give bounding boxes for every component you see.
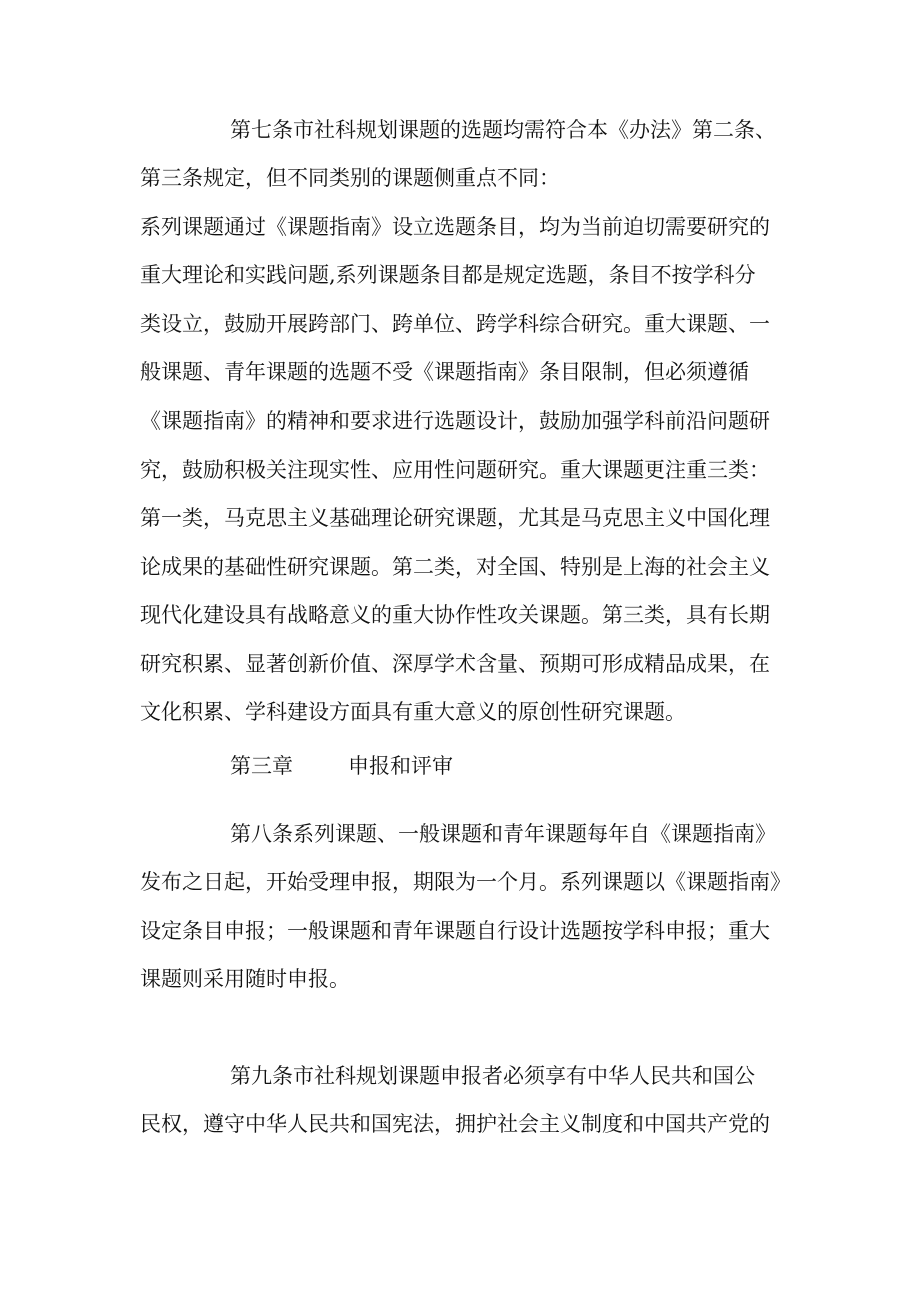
article7-line-9: 第一类，马克思主义基础理论研究课题，尤其是马克思主义中国化理 [140, 506, 770, 530]
article7-line-13: 文化积累、学科建设方面具有重大意义的原创性研究课题。 [140, 700, 686, 724]
article7-line-2: 第三条规定，但不同类别的课题侧重点不同： [140, 166, 560, 190]
article8-line-1: 第八条系列课题、一般课题和青年课题每年自《课题指南》 [230, 822, 776, 846]
article7-line-11: 现代化建设具有战略意义的重大协作性攻关课题。第三类，具有长期 [140, 603, 770, 627]
article9-line-2: 民权，遵守中华人民共和国宪法，拥护社会主义制度和中国共产党的 [140, 1112, 770, 1136]
article7-line-10: 论成果的基础性研究课题。第二类，对全国、特别是上海的社会主义 [140, 555, 770, 579]
article7-line-3: 系列课题通过《课题指南》设立选题条目，均为当前迫切需要研究的 [140, 215, 770, 239]
article9-line-1: 第九条市社科规划课题申报者必须享有中华人民共和国公 [230, 1064, 755, 1088]
article7-line-7: 《课题指南》的精神和要求进行选题设计，鼓励加强学科前沿问题研 [140, 409, 770, 433]
chapter-heading [230, 746, 453, 787]
article7-line-5: 类设立，鼓励开展跨部门、跨单位、跨学科综合研究。重大课题、一 [140, 312, 770, 336]
chapter-title: 申报和评审 [348, 754, 453, 778]
article8-line-3: 设定条目申报；一般课题和青年课题自行设计选题按学科申报；重大 [140, 919, 770, 943]
chapter-number: 第三章 [230, 754, 293, 778]
article7-line-1: 第七条市社科规划课题的选题均需符合本《办法》第二条、 [230, 118, 776, 142]
article8-line-2: 发布之日起，开始受理申报，期限为一个月。系列课题以《课题指南》 [140, 870, 791, 894]
article7-line-12: 研究积累、显著创新价值、深厚学术含量、预期可形成精品成果，在 [140, 652, 770, 676]
article7-line-6: 般课题、青年课题的选题不受《课题指南》条目限制，但必须遵循 [140, 360, 749, 384]
article7-line-8: 究，鼓励积极关注现实性、应用性问题研究。重大课题更注重三类： [140, 458, 770, 482]
article8-line-4: 课题则采用随时申报。 [140, 967, 350, 991]
article7-line-4: 重大理论和实践问题,系列课题条目都是规定选题，条目不按学科分 [140, 263, 756, 287]
